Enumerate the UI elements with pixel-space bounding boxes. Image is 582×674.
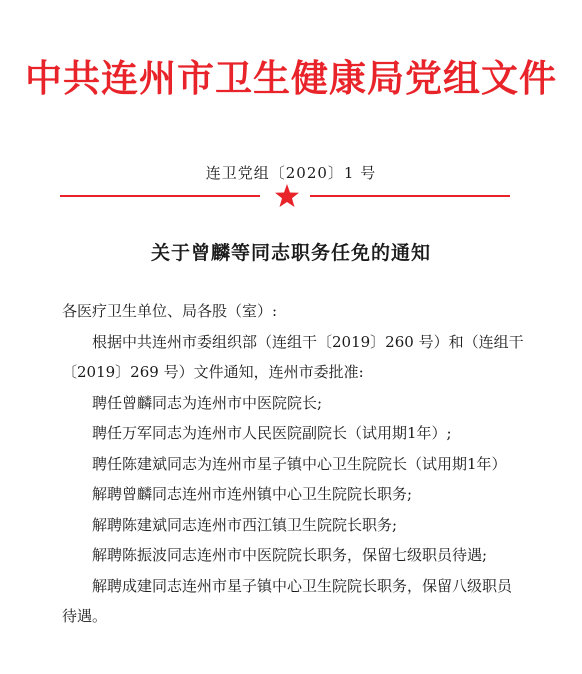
paragraph: 聘任陈建斌同志为连州市星子镇中心卫生院院长（试用期1年） [92, 454, 507, 473]
red-header-title: 中共连州市卫生健康局党组文件 [25, 56, 557, 100]
paragraph: 聘任曾麟同志为连州市中医院院长; [92, 393, 323, 412]
paragraph: 解聘成建同志连州市星子镇中心卫生院院长职务，保留八级职员待遇。 [62, 576, 513, 625]
red-divider-right [310, 195, 510, 197]
document-number: 连卫党组〔2020〕1 号 [205, 164, 377, 182]
paragraph: 根据中共连州市委组织部（连组干〔2019〕260 号）和（连组干〔2019〕269 号）文件通知，连州市委批准: [62, 332, 524, 381]
paragraph: 解聘陈振波同志连州市中医院院长职务，保留七级职员待遇; [92, 546, 488, 564]
paragraph: 聘任万军同志为连州市人民医院副院长（试用期1年）; [92, 424, 452, 442]
notice-title: 关于曾麟等同志职务任免的通知 [150, 242, 431, 264]
red-divider-left [60, 195, 260, 197]
paragraph: 解聘曾麟同志连州市连州镇中心卫生院院长职务; [92, 485, 413, 503]
salutation: 各医疗卫生单位、局各股（室）: [62, 302, 278, 320]
red-star-icon [274, 183, 300, 209]
notice-body [62, 296, 524, 632]
paragraph: 解聘陈建斌同志连州市西江镇卫生院院长职务; [92, 515, 398, 534]
